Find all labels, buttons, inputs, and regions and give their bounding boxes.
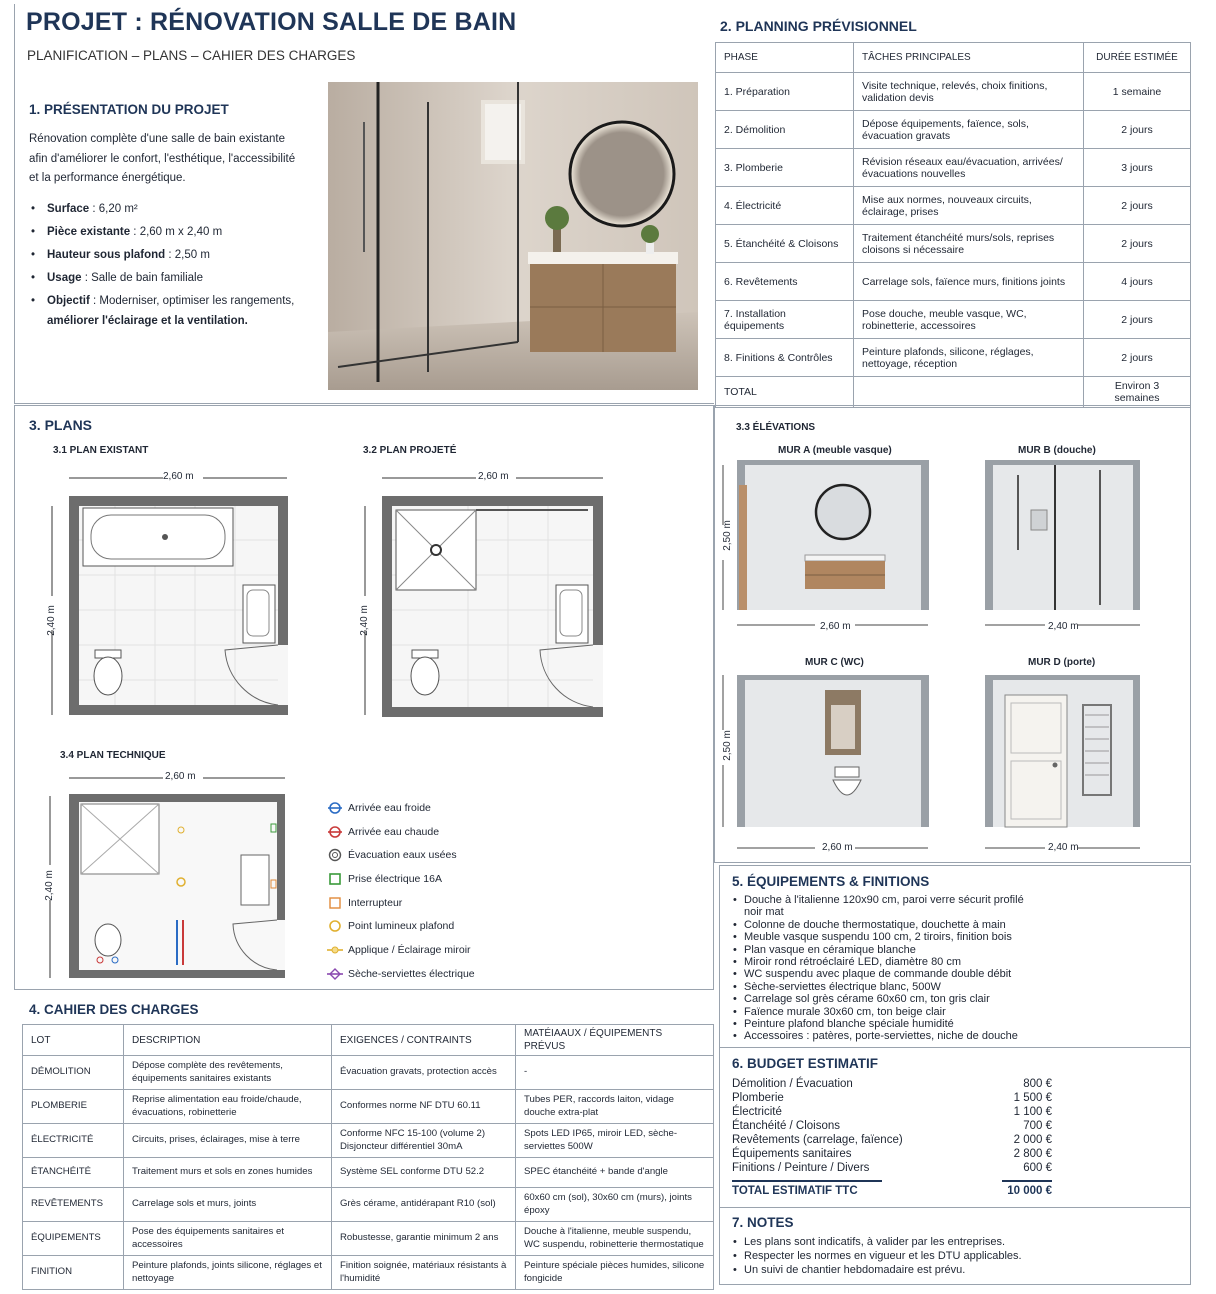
plan-existant: [45, 470, 295, 720]
table-row: PLOMBERIE Reprise alimentation eau froide/chaude, évacuations, robinetterie Conformes norme NF DTU 60.11 Tubes PER, raccords laiton, vidage douche extra-plat: [23, 1090, 714, 1124]
socket-icon: [322, 872, 348, 886]
list-item: • Sèche-serviettes électrique blanc, 500W: [732, 981, 1032, 993]
equipements-list: [732, 894, 1032, 1043]
budget-row: Finitions / Peinture / Divers 600 €: [732, 1162, 1052, 1174]
budget-divider: [719, 1047, 1191, 1048]
budget-row: Démolition / Évacuation 800 €: [732, 1078, 1052, 1090]
list-item: • WC suspendu avec plaque de commande double débit: [732, 968, 1032, 980]
legend-item: Prise électrique 16A: [322, 867, 522, 891]
legend-item: Interrupteur: [322, 891, 522, 915]
notes-list: [732, 1235, 1172, 1277]
table-header: PHASE: [716, 43, 854, 73]
planning-title: 2. PLANNING PRÉVISIONNEL: [720, 18, 917, 34]
plans-title: 3. PLANS: [29, 417, 93, 433]
width-dimension: 2,60 m: [165, 771, 196, 782]
list-item: • Colonne de douche thermostatique, douchette à main: [732, 919, 1032, 931]
list-item: • Les plans sont indicatifs, à valider par les entreprises.: [732, 1235, 1172, 1249]
list-item: • Peinture plafond blanche spéciale humidité: [732, 1018, 1032, 1030]
budget-total-line: [1002, 1180, 1052, 1182]
presentation-list: [29, 203, 319, 342]
legend-item: Point lumineux plafond: [322, 914, 522, 938]
mur-b-title: MUR B (douche): [1018, 445, 1096, 456]
table-header: DESCRIPTION: [124, 1025, 332, 1056]
bathroom-photo: [328, 82, 698, 390]
elevations-title: 3.3 ÉLÉVATIONS: [736, 422, 816, 433]
list-item: • Meuble vasque suspendu 100 cm, 2 tiroirs, finition bois: [732, 931, 1032, 943]
plan-technique-title: 3.4 PLAN TECHNIQUE: [60, 750, 166, 761]
budget-total-line: [732, 1180, 882, 1182]
budget-title: 6. BUDGET ESTIMATIF: [732, 1056, 879, 1071]
list-item: • Objectif : Moderniser, optimiser les rangements, améliorer l'éclairage et la ventilation.: [29, 291, 319, 331]
plan-projete-title: 3.2 PLAN PROJETÉ: [363, 445, 457, 456]
cdc-title: 4. CAHIER DES CHARGES: [29, 1002, 199, 1017]
planning-table: [715, 42, 1191, 408]
cdc-table: [22, 1024, 714, 1290]
list-item: • Hauteur sous plafond : 2,50 m: [29, 249, 319, 261]
drain-icon: [322, 848, 348, 862]
height-dimension: 2,40 m: [45, 605, 57, 636]
table-header: TÂCHES PRINCIPALES: [854, 43, 1084, 73]
height-dimension: 2,40 m: [43, 870, 55, 901]
width-dimension: 2,40 m: [1048, 842, 1079, 853]
table-row: 6. Revêtements Carrelage sols, faïence murs, finitions joints 4 jours: [716, 263, 1191, 301]
list-item: • Un suivi de chantier hebdomadaire est prévu.: [732, 1263, 1172, 1277]
width-dimension: 2,60 m: [478, 471, 509, 482]
width-dimension: 2,60 m: [163, 471, 194, 482]
presentation-text: Rénovation complète d'une salle de bain existante afin d'améliorer le confort, l'esthétique, l'accessibilité et la performance énergétique.: [29, 133, 296, 184]
table-header: LOT: [23, 1025, 124, 1056]
table-row: REVÊTEMENTS Carrelage sols et murs, joints Grès cérame, antidérapant R10 (sol) 60x60 cm (sol), 30x60 cm (murs), joints époxy: [23, 1188, 714, 1222]
budget-row: Étanchéité / Cloisons 700 €: [732, 1120, 1052, 1132]
height-dimension: 2,50 m: [721, 520, 733, 551]
height-dimension: 2,50 m: [721, 730, 733, 761]
legend-item: Évacuation eaux usées: [322, 843, 522, 867]
table-row: ÉQUIPEMENTS Pose des équipements sanitaires et accessoires Robustesse, garantie minimum 2 ans Douche à l'italienne, meuble suspendu, WC suspendu, robinetterie thermostatique: [23, 1222, 714, 1256]
hot-water-icon: [322, 825, 348, 839]
table-row: 5. Étanchéité & Cloisons Traitement étanchéité murs/sols, reprises cloisons si nécessaire 2 jours: [716, 225, 1191, 263]
list-item: • Usage : Salle de bain familiale: [29, 272, 319, 284]
table-row: DÉMOLITION Dépose complète des revêtements, équipements sanitaires existants Évacuation gravats, protection accès -: [23, 1056, 714, 1090]
budget-row: Équipements sanitaires 2 800 €: [732, 1148, 1052, 1160]
wall-light-icon: [322, 943, 348, 957]
table-header: DURÉE ESTIMÉE: [1084, 43, 1191, 73]
equipements-title: 5. ÉQUIPEMENTS & FINITIONS: [732, 874, 930, 889]
budget-divider: [719, 1207, 1191, 1208]
table-row: 3. Plomberie Révision réseaux eau/évacuation, arrivées/évacuations nouvelles 3 jours: [716, 149, 1191, 187]
ceiling-light-icon: [322, 919, 348, 933]
list-item: • Miroir rond rétroéclairé LED, diamètre 80 cm: [732, 956, 1032, 968]
table-row: ÉTANCHÉITÉ Traitement murs et sols en zones humides Système SEL conforme DTU 52.2 SPEC étanchéité + bande d'angle: [23, 1158, 714, 1188]
presentation-title: 1. PRÉSENTATION DU PROJET: [29, 102, 229, 117]
width-dimension: 2,60 m: [822, 842, 853, 853]
list-item: • Plan vasque en céramique blanche: [732, 944, 1032, 956]
plan-technique: [45, 770, 295, 985]
mur-a-title: MUR A (meuble vasque): [778, 445, 892, 456]
list-item: • Pièce existante : 2,60 m x 2,40 m: [29, 226, 319, 238]
table-row: FINITION Peinture plafonds, joints silicone, réglages et nettoyage Finition soignée, matériaux résistants à l'humidité Peinture spéciale pièces humides, silicone fongicide: [23, 1256, 714, 1290]
table-header: EXIGENCES / CONTRAINTS: [332, 1025, 516, 1056]
technical-legend: [322, 796, 522, 986]
table-row: 4. Électricité Mise aux normes, nouveaux circuits, éclairage, prises 2 jours: [716, 187, 1191, 225]
table-row: 2. Démolition Dépose équipements, faïence, sols, évacuation gravats 2 jours: [716, 111, 1191, 149]
page-subtitle: PLANIFICATION – PLANS – CAHIER DES CHARGES: [27, 48, 356, 63]
mur-c-title: MUR C (WC): [805, 657, 864, 668]
list-item: • Respecter les normes en vigueur et les DTU applicables.: [732, 1249, 1172, 1263]
plan-projete: [358, 470, 608, 720]
budget-total: TOTAL ESTIMATIF TTC 10 000 €: [732, 1185, 1052, 1197]
budget-row: Revêtements (carrelage, faïence) 2 000 €: [732, 1134, 1052, 1146]
width-dimension: 2,60 m: [820, 621, 851, 632]
budget-row: Électricité 1 100 €: [732, 1106, 1052, 1118]
height-dimension: 2,40 m: [358, 605, 370, 636]
cold-water-icon: [322, 801, 348, 815]
mur-d-title: MUR D (porte): [1028, 657, 1096, 668]
list-item: • Surface : 6,20 m²: [29, 203, 319, 215]
table-row: 1. Préparation Visite technique, relevés, choix finitions, validation devis 1 semaine: [716, 73, 1191, 111]
plan-existant-title: 3.1 PLAN EXISTANT: [53, 445, 149, 456]
table-row: ÉLECTRICITÉ Circuits, prises, éclairages, mise à terre Conforme NFC 15-100 (volume 2) Disjoncteur différentiel 30mA Spots LED IP65, miroir LED, sèche-serviettes 500W: [23, 1124, 714, 1158]
table-total-row: TOTAL Environ 3 semaines: [716, 377, 1191, 408]
table-row: 8. Finitions & Contrôles Peinture plafonds, silicone, réglages, nettoyage, réception 2 jours: [716, 339, 1191, 377]
width-dimension: 2,40 m: [1048, 621, 1079, 632]
list-item: • Faïence murale 30x60 cm, ton beige clair: [732, 1006, 1032, 1018]
towel-heater-icon: [322, 967, 348, 981]
notes-title: 7. NOTES: [732, 1215, 794, 1230]
legend-item: Arrivée eau froide: [322, 796, 522, 820]
table-header: MATÉIAAUX / ÉQUIPEMENTS PRÉVUS: [516, 1025, 714, 1056]
budget-list: [732, 1077, 1052, 1175]
list-item: • Accessoires : patères, porte-serviettes, niche de douche: [732, 1030, 1032, 1042]
switch-icon: [322, 896, 348, 910]
list-item: • Carrelage sol grès cérame 60x60 cm, ton gris clair: [732, 993, 1032, 1005]
legend-item: Arrivée eau chaude: [322, 820, 522, 844]
page-title: PROJET : RÉNOVATION SALLE DE BAIN: [26, 8, 517, 36]
table-row: 7. Installation équipements Pose douche, meuble vasque, WC, robinetterie, accessoires 2 jours: [716, 301, 1191, 339]
legend-item: Sèche-serviettes électrique: [322, 962, 522, 986]
elevation-drawings: [715, 455, 1155, 855]
list-item: • Douche à l'italienne 120x90 cm, paroi verre sécurit profilé noir mat: [732, 894, 1032, 919]
budget-row: Plomberie 1 500 €: [732, 1092, 1052, 1104]
legend-item: Applique / Éclairage miroir: [322, 938, 522, 962]
